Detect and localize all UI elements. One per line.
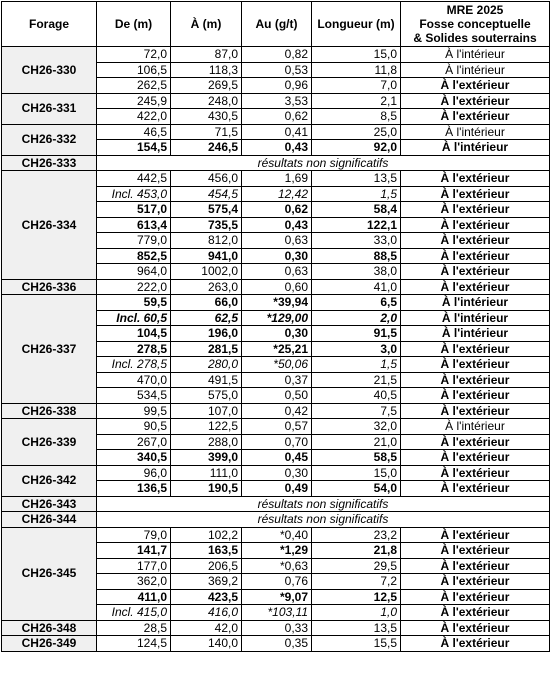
gold-grade-cell: 0,53 bbox=[242, 62, 312, 78]
table-row bbox=[2, 465, 550, 481]
mre-position-cell: À l'extérieur bbox=[401, 636, 550, 652]
from-cell: 245,9 bbox=[97, 93, 171, 109]
length-cell: 8,5 bbox=[312, 109, 401, 125]
gold-grade-cell: *1,29 bbox=[242, 543, 312, 559]
mre-position-cell: À l'intérieur bbox=[401, 295, 550, 311]
from-cell: Incl. 453,0 bbox=[97, 186, 171, 202]
gold-grade-cell: 0,82 bbox=[242, 47, 312, 63]
mre-position-cell: À l'extérieur bbox=[401, 434, 550, 450]
from-cell: 964,0 bbox=[97, 264, 171, 280]
mre-position-cell: À l'extérieur bbox=[401, 465, 550, 481]
table-row bbox=[2, 171, 550, 187]
length-cell: 13,5 bbox=[312, 171, 401, 187]
to-cell: 430,5 bbox=[171, 109, 242, 125]
table-row bbox=[2, 295, 550, 311]
gold-grade-cell: 0,35 bbox=[242, 636, 312, 652]
hole-id-cell: CH26-330 bbox=[2, 47, 97, 94]
gold-grade-cell: 0,57 bbox=[242, 419, 312, 435]
to-cell: 491,5 bbox=[171, 372, 242, 388]
gold-grade-cell: *0,63 bbox=[242, 558, 312, 574]
from-cell: 106,5 bbox=[97, 62, 171, 78]
length-cell: 21,8 bbox=[312, 543, 401, 559]
hole-id-cell: CH26-336 bbox=[2, 279, 97, 295]
length-cell: 58,5 bbox=[312, 450, 401, 466]
gold-grade-cell: 0,49 bbox=[242, 481, 312, 497]
to-cell: 62,5 bbox=[171, 310, 242, 326]
from-cell: 470,0 bbox=[97, 372, 171, 388]
gold-grade-cell: 0,76 bbox=[242, 574, 312, 590]
to-cell: 280,0 bbox=[171, 357, 242, 373]
mre-position-cell: À l'extérieur bbox=[401, 605, 550, 621]
length-cell: 21,0 bbox=[312, 434, 401, 450]
mre-position-cell: À l'extérieur bbox=[401, 78, 550, 94]
from-cell: 141,7 bbox=[97, 543, 171, 559]
to-cell: 263,0 bbox=[171, 279, 242, 295]
hole-id-cell: CH26-342 bbox=[2, 465, 97, 496]
header-mre bbox=[401, 2, 550, 47]
gold-grade-cell: 0,63 bbox=[242, 233, 312, 249]
table-row bbox=[2, 512, 550, 528]
length-cell: 40,5 bbox=[312, 388, 401, 404]
hole-id-cell: CH26-334 bbox=[2, 171, 97, 280]
gold-grade-cell: 0,37 bbox=[242, 372, 312, 388]
hole-id-cell: CH26-332 bbox=[2, 124, 97, 155]
header-forage: Forage bbox=[2, 2, 97, 47]
table-row bbox=[2, 636, 550, 652]
not-significant-note: résultats non significatifs bbox=[97, 496, 550, 512]
from-cell: 72,0 bbox=[97, 47, 171, 63]
gold-grade-cell: *103,11 bbox=[242, 605, 312, 621]
mre-position-cell: À l'intérieur bbox=[401, 47, 550, 63]
from-cell: 613,4 bbox=[97, 217, 171, 233]
mre-position-cell: À l'extérieur bbox=[401, 341, 550, 357]
mre-position-cell: À l'extérieur bbox=[401, 527, 550, 543]
length-cell: 41,0 bbox=[312, 279, 401, 295]
mre-position-cell: À l'extérieur bbox=[401, 171, 550, 187]
mre-position-cell: À l'extérieur bbox=[401, 264, 550, 280]
length-cell: 122,1 bbox=[312, 217, 401, 233]
hole-id-cell: CH26-337 bbox=[2, 295, 97, 404]
table-row bbox=[2, 279, 550, 295]
length-cell: 92,0 bbox=[312, 140, 401, 156]
mre-position-cell: À l'intérieur bbox=[401, 310, 550, 326]
mre-position-cell: À l'extérieur bbox=[401, 248, 550, 264]
length-cell: 15,0 bbox=[312, 47, 401, 63]
gold-grade-cell: *25,21 bbox=[242, 341, 312, 357]
mre-position-cell: À l'extérieur bbox=[401, 93, 550, 109]
drill-results-table bbox=[1, 1, 550, 652]
hole-id-cell: CH26-345 bbox=[2, 527, 97, 620]
length-cell: 6,5 bbox=[312, 295, 401, 311]
mre-position-cell: À l'extérieur bbox=[401, 279, 550, 295]
gold-grade-cell: 0,96 bbox=[242, 78, 312, 94]
table-row bbox=[2, 419, 550, 435]
mre-position-cell: À l'intérieur bbox=[401, 124, 550, 140]
mre-position-cell: À l'extérieur bbox=[401, 186, 550, 202]
hole-id-cell: CH26-339 bbox=[2, 419, 97, 466]
length-cell: 13,5 bbox=[312, 620, 401, 636]
length-cell: 33,0 bbox=[312, 233, 401, 249]
from-cell: 267,0 bbox=[97, 434, 171, 450]
to-cell: 118,3 bbox=[171, 62, 242, 78]
gold-grade-cell: 0,63 bbox=[242, 264, 312, 280]
from-cell: Incl. 278,5 bbox=[97, 357, 171, 373]
to-cell: 454,5 bbox=[171, 186, 242, 202]
to-cell: 812,0 bbox=[171, 233, 242, 249]
from-cell: 136,5 bbox=[97, 481, 171, 497]
gold-grade-cell: 0,30 bbox=[242, 326, 312, 342]
length-cell: 15,0 bbox=[312, 465, 401, 481]
mre-position-cell: À l'extérieur bbox=[401, 109, 550, 125]
table-row bbox=[2, 155, 550, 171]
to-cell: 246,5 bbox=[171, 140, 242, 156]
gold-grade-cell: *39,94 bbox=[242, 295, 312, 311]
table-row bbox=[2, 47, 550, 63]
header-longueur: Longueur (m) bbox=[312, 2, 401, 47]
length-cell: 7,0 bbox=[312, 78, 401, 94]
gold-grade-cell: 0,62 bbox=[242, 109, 312, 125]
to-cell: 269,5 bbox=[171, 78, 242, 94]
table-row bbox=[2, 403, 550, 419]
to-cell: 102,2 bbox=[171, 527, 242, 543]
length-cell: 2,0 bbox=[312, 310, 401, 326]
gold-grade-cell: 1,69 bbox=[242, 171, 312, 187]
length-cell: 58,4 bbox=[312, 202, 401, 218]
length-cell: 91,5 bbox=[312, 326, 401, 342]
gold-grade-cell: 0,30 bbox=[242, 248, 312, 264]
gold-grade-cell: *9,07 bbox=[242, 589, 312, 605]
not-significant-note: résultats non significatifs bbox=[97, 155, 550, 171]
mre-position-cell: À l'extérieur bbox=[401, 574, 550, 590]
mre-position-cell: À l'intérieur bbox=[401, 326, 550, 342]
mre-position-cell: À l'extérieur bbox=[401, 372, 550, 388]
table-row bbox=[2, 527, 550, 543]
gold-grade-cell: 0,30 bbox=[242, 465, 312, 481]
gold-grade-cell: 0,62 bbox=[242, 202, 312, 218]
length-cell: 3,0 bbox=[312, 341, 401, 357]
gold-grade-cell: *50,06 bbox=[242, 357, 312, 373]
mre-position-cell: À l'extérieur bbox=[401, 620, 550, 636]
to-cell: 163,5 bbox=[171, 543, 242, 559]
from-cell: Incl. 415,0 bbox=[97, 605, 171, 621]
header-de: De (m) bbox=[97, 2, 171, 47]
length-cell: 1,0 bbox=[312, 605, 401, 621]
mre-position-cell: À l'intérieur bbox=[401, 140, 550, 156]
to-cell: 423,5 bbox=[171, 589, 242, 605]
mre-position-cell: À l'extérieur bbox=[401, 589, 550, 605]
from-cell: 852,5 bbox=[97, 248, 171, 264]
length-cell: 32,0 bbox=[312, 419, 401, 435]
length-cell: 12,5 bbox=[312, 589, 401, 605]
gold-grade-cell: 0,41 bbox=[242, 124, 312, 140]
hole-id-cell: CH26-331 bbox=[2, 93, 97, 124]
to-cell: 288,0 bbox=[171, 434, 242, 450]
length-cell: 88,5 bbox=[312, 248, 401, 264]
from-cell: 222,0 bbox=[97, 279, 171, 295]
from-cell: 340,5 bbox=[97, 450, 171, 466]
to-cell: 122,5 bbox=[171, 419, 242, 435]
to-cell: 66,0 bbox=[171, 295, 242, 311]
mre-position-cell: À l'extérieur bbox=[401, 450, 550, 466]
hole-id-cell: CH26-344 bbox=[2, 512, 97, 528]
to-cell: 456,0 bbox=[171, 171, 242, 187]
from-cell: 278,5 bbox=[97, 341, 171, 357]
to-cell: 87,0 bbox=[171, 47, 242, 63]
header-row bbox=[2, 2, 550, 47]
to-cell: 735,5 bbox=[171, 217, 242, 233]
gold-grade-cell: 0,43 bbox=[242, 140, 312, 156]
from-cell: 154,5 bbox=[97, 140, 171, 156]
mre-position-cell: À l'extérieur bbox=[401, 233, 550, 249]
mre-position-cell: À l'extérieur bbox=[401, 558, 550, 574]
table-row bbox=[2, 496, 550, 512]
to-cell: 399,0 bbox=[171, 450, 242, 466]
table-row bbox=[2, 620, 550, 636]
to-cell: 575,4 bbox=[171, 202, 242, 218]
from-cell: Incl. 60,5 bbox=[97, 310, 171, 326]
mre-position-cell: À l'extérieur bbox=[401, 403, 550, 419]
gold-grade-cell: 0,45 bbox=[242, 450, 312, 466]
from-cell: 124,5 bbox=[97, 636, 171, 652]
gold-grade-cell: 0,42 bbox=[242, 403, 312, 419]
mre-position-cell: À l'extérieur bbox=[401, 202, 550, 218]
length-cell: 29,5 bbox=[312, 558, 401, 574]
from-cell: 104,5 bbox=[97, 326, 171, 342]
gold-grade-cell: 0,70 bbox=[242, 434, 312, 450]
from-cell: 517,0 bbox=[97, 202, 171, 218]
mre-position-cell: À l'intérieur bbox=[401, 62, 550, 78]
hole-id-cell: CH26-348 bbox=[2, 620, 97, 636]
from-cell: 90,5 bbox=[97, 419, 171, 435]
to-cell: 190,5 bbox=[171, 481, 242, 497]
mre-position-cell: À l'extérieur bbox=[401, 481, 550, 497]
length-cell: 1,5 bbox=[312, 186, 401, 202]
from-cell: 177,0 bbox=[97, 558, 171, 574]
from-cell: 442,5 bbox=[97, 171, 171, 187]
length-cell: 23,2 bbox=[312, 527, 401, 543]
from-cell: 79,0 bbox=[97, 527, 171, 543]
from-cell: 59,5 bbox=[97, 295, 171, 311]
from-cell: 262,5 bbox=[97, 78, 171, 94]
to-cell: 71,5 bbox=[171, 124, 242, 140]
from-cell: 46,5 bbox=[97, 124, 171, 140]
length-cell: 25,0 bbox=[312, 124, 401, 140]
to-cell: 941,0 bbox=[171, 248, 242, 264]
from-cell: 99,5 bbox=[97, 403, 171, 419]
hole-id-cell: CH26-333 bbox=[2, 155, 97, 171]
hole-id-cell: CH26-343 bbox=[2, 496, 97, 512]
length-cell: 21,5 bbox=[312, 372, 401, 388]
header-mre-text: MRE 2025 Fosse conceptuelle & Solides souterrains bbox=[413, 3, 537, 45]
table-row bbox=[2, 124, 550, 140]
length-cell: 11,8 bbox=[312, 62, 401, 78]
to-cell: 42,0 bbox=[171, 620, 242, 636]
to-cell: 575,0 bbox=[171, 388, 242, 404]
gold-grade-cell: 0,43 bbox=[242, 217, 312, 233]
mre-position-cell: À l'extérieur bbox=[401, 357, 550, 373]
from-cell: 534,5 bbox=[97, 388, 171, 404]
from-cell: 422,0 bbox=[97, 109, 171, 125]
length-cell: 15,5 bbox=[312, 636, 401, 652]
length-cell: 7,5 bbox=[312, 403, 401, 419]
from-cell: 362,0 bbox=[97, 574, 171, 590]
to-cell: 107,0 bbox=[171, 403, 242, 419]
to-cell: 281,5 bbox=[171, 341, 242, 357]
gold-grade-cell: 0,60 bbox=[242, 279, 312, 295]
gold-grade-cell: 3,53 bbox=[242, 93, 312, 109]
mre-position-cell: À l'extérieur bbox=[401, 543, 550, 559]
from-cell: 779,0 bbox=[97, 233, 171, 249]
length-cell: 2,1 bbox=[312, 93, 401, 109]
length-cell: 54,0 bbox=[312, 481, 401, 497]
hole-id-cell: CH26-338 bbox=[2, 403, 97, 419]
header-au: Au (g/t) bbox=[242, 2, 312, 47]
gold-grade-cell: *0,40 bbox=[242, 527, 312, 543]
to-cell: 206,5 bbox=[171, 558, 242, 574]
length-cell: 38,0 bbox=[312, 264, 401, 280]
to-cell: 196,0 bbox=[171, 326, 242, 342]
from-cell: 28,5 bbox=[97, 620, 171, 636]
hole-id-cell: CH26-349 bbox=[2, 636, 97, 652]
table-row bbox=[2, 93, 550, 109]
length-cell: 1,5 bbox=[312, 357, 401, 373]
not-significant-note: résultats non significatifs bbox=[97, 512, 550, 528]
table-body bbox=[2, 47, 550, 652]
to-cell: 416,0 bbox=[171, 605, 242, 621]
gold-grade-cell: 12,42 bbox=[242, 186, 312, 202]
from-cell: 96,0 bbox=[97, 465, 171, 481]
gold-grade-cell: 0,50 bbox=[242, 388, 312, 404]
from-cell: 411,0 bbox=[97, 589, 171, 605]
to-cell: 1002,0 bbox=[171, 264, 242, 280]
mre-position-cell: À l'intérieur bbox=[401, 419, 550, 435]
header-a: À (m) bbox=[171, 2, 242, 47]
to-cell: 111,0 bbox=[171, 465, 242, 481]
to-cell: 248,0 bbox=[171, 93, 242, 109]
to-cell: 369,2 bbox=[171, 574, 242, 590]
length-cell: 7,2 bbox=[312, 574, 401, 590]
mre-position-cell: À l'extérieur bbox=[401, 217, 550, 233]
gold-grade-cell: *129,00 bbox=[242, 310, 312, 326]
gold-grade-cell: 0,33 bbox=[242, 620, 312, 636]
mre-position-cell: À l'extérieur bbox=[401, 388, 550, 404]
to-cell: 140,0 bbox=[171, 636, 242, 652]
